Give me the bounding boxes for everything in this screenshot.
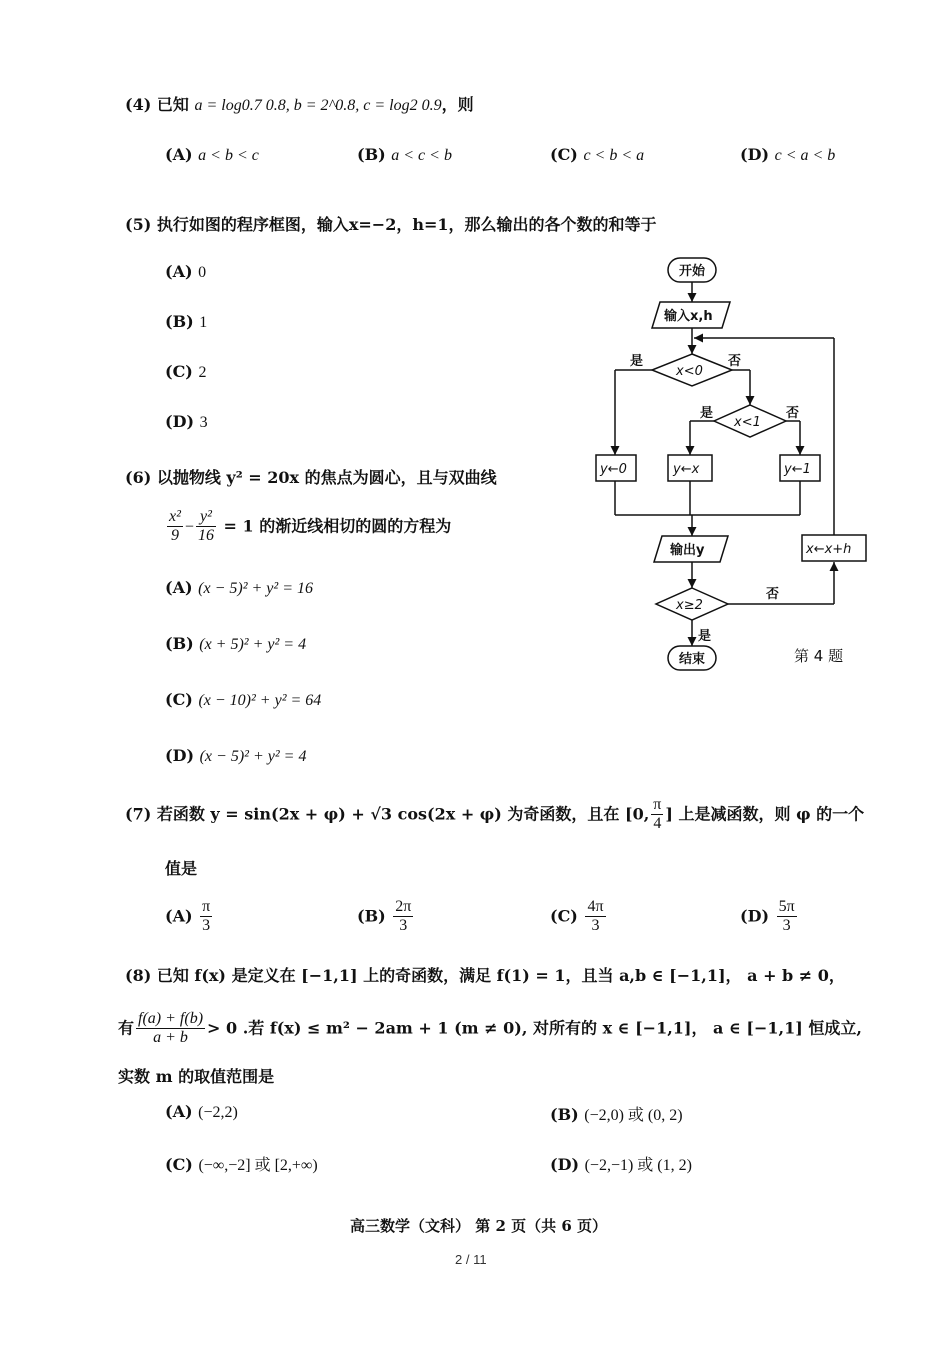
flow-no-label-3: 否 [766,587,780,602]
q8-option-a: (A) (−2,2) [165,1102,238,1121]
q5-option-d: (D) 3 [165,412,208,431]
q8-line2-prefix: 有 [118,1018,135,1038]
flow-update-label: x←x+h [806,542,852,557]
q6-option-d: (D) (x − 5)² + y² = 4 [165,746,307,765]
page-number: 2 / 11 [455,1252,487,1267]
q7-stem [125,796,864,834]
q7-stem-line2: 值是 [165,859,198,878]
q6-stem [125,465,497,488]
flow-caption: 第 4 题 [794,647,844,665]
q4-option-b: (B) a < c < b [357,145,452,164]
flowchart [590,250,880,680]
q4-stem-prefix: 已知 [156,95,189,114]
q7-option-b: (B) $\frac{2\pi}{3}$ [357,898,412,935]
q4-formula: a = log0.7 0.8, b = 2^0.8, c = log2 0.9 [194,97,442,114]
q5-option-a: (A) 0 [165,262,207,281]
q7-option-a: (A) $\frac{\pi}{3}$ [165,898,211,935]
q8-stem [125,963,845,986]
q7-option-d: (D) $\frac{5\pi}{3}$ [740,898,795,935]
q8-option-c: (C) (−∞,−2] 或 [2,+∞) [165,1155,318,1174]
flow-assign2-label: y←x [673,462,700,477]
q6-number: (6) [125,468,152,487]
flow-assign3-label: y←1 [784,462,811,477]
q5-option-b: (B) 1 [165,312,208,331]
q8-stem-line2 [118,1010,862,1048]
q6-frac-x: $\frac{\text{x²}}{9}$ [169,508,181,545]
q5-stem-text: 执行如图的程序框图，输入x=−2，h=1，那么输出的各个数的和等于 [156,215,657,234]
q4-option-d: (D) c < a < b [740,145,836,164]
q4-stem-suffix: ，则 [441,95,474,114]
flow-yes-label-2: 是 [700,406,714,421]
flow-cond1-label: x<0 [676,364,703,379]
q8-line2-suffix: > 0 .若 f(x) ≤ m² − 2am + 1 (m ≠ 0), 对所有的 x ∈ [−1,1]， a ∈ [−1,1] 恒成立, [207,1018,862,1038]
flow-no-label-1: 否 [728,354,742,369]
q6-stem-line2: $\frac{\text{x²}}{9}$ − $\frac{\text{y²}}{16}$ = 1 的渐近线相切的圆的方程为 [169,508,452,545]
q8-option-b: (B) (−2,0) 或 (0, 2) [550,1105,683,1124]
q6-frac-y: $\frac{\text{y²}}{16}$ [197,508,214,545]
page-footer: 高三数学（文科） 第 2 页（共 6 页） [350,1217,607,1235]
q7-stem-a: 若函数 y = sin(2x + φ) + √3 cos(2x + φ) 为奇函数，且在 [0, [156,804,650,824]
q7-frac: $\frac{\pi}{4}$ [653,796,662,833]
flow-output-label: 输出y [670,543,705,558]
q8-number: (8) [125,966,152,985]
q4-option-a: (A) a < b < c [165,145,259,164]
q4-number: (4) [125,95,152,114]
q6-option-b: (B) (x + 5)² + y² = 4 [165,634,307,653]
q8-frac: $\frac{f(a) + f(b)}{a + b}$ [138,1010,204,1047]
q6-stem-line1: 以抛物线 y² = 20x 的焦点为圆心，且与双曲线 [156,468,497,487]
flow-cond3-label: x≥2 [676,598,703,613]
flow-cond2-label: x<1 [734,415,761,430]
q8-option-d: (D) (−2,−1) 或 (1, 2) [550,1155,692,1174]
flow-yes-label-3: 是 [698,629,712,644]
flow-end-label: 结束 [679,652,706,667]
q8-stem-line3: 实数 m 的取值范围是 [118,1067,275,1086]
q4-stem [125,92,474,115]
flow-yes-label-1: 是 [630,354,644,369]
flow-input-label: 输入x,h [664,309,713,324]
q6-stem-line2-suffix: = 1 的渐近线相切的圆的方程为 [223,516,452,536]
q7-option-c: (C) $\frac{4\pi}{3}$ [550,898,604,935]
q7-number: (7) [125,804,152,824]
flow-no-label-2: 否 [786,406,800,421]
q5-option-c: (C) 2 [165,362,207,381]
q8-stem-line1: 已知 f(x) 是定义在 [−1,1] 上的奇函数，满足 f(1) = 1，且当 a,b ∈ [−1,1]， a + b ≠ 0， [156,966,845,985]
q6-option-c: (C) (x − 10)² + y² = 64 [165,690,322,709]
flow-assign1-label: y←0 [600,462,627,477]
q4-option-c: (C) c < b < a [550,145,645,164]
flow-start-label: 开始 [679,264,706,279]
q5-stem [125,212,657,235]
q7-stem-b: ] 上是减函数，则 φ 的一个 [665,804,865,824]
q6-option-a: (A) (x − 5)² + y² = 16 [165,578,313,597]
q5-number: (5) [125,215,152,234]
